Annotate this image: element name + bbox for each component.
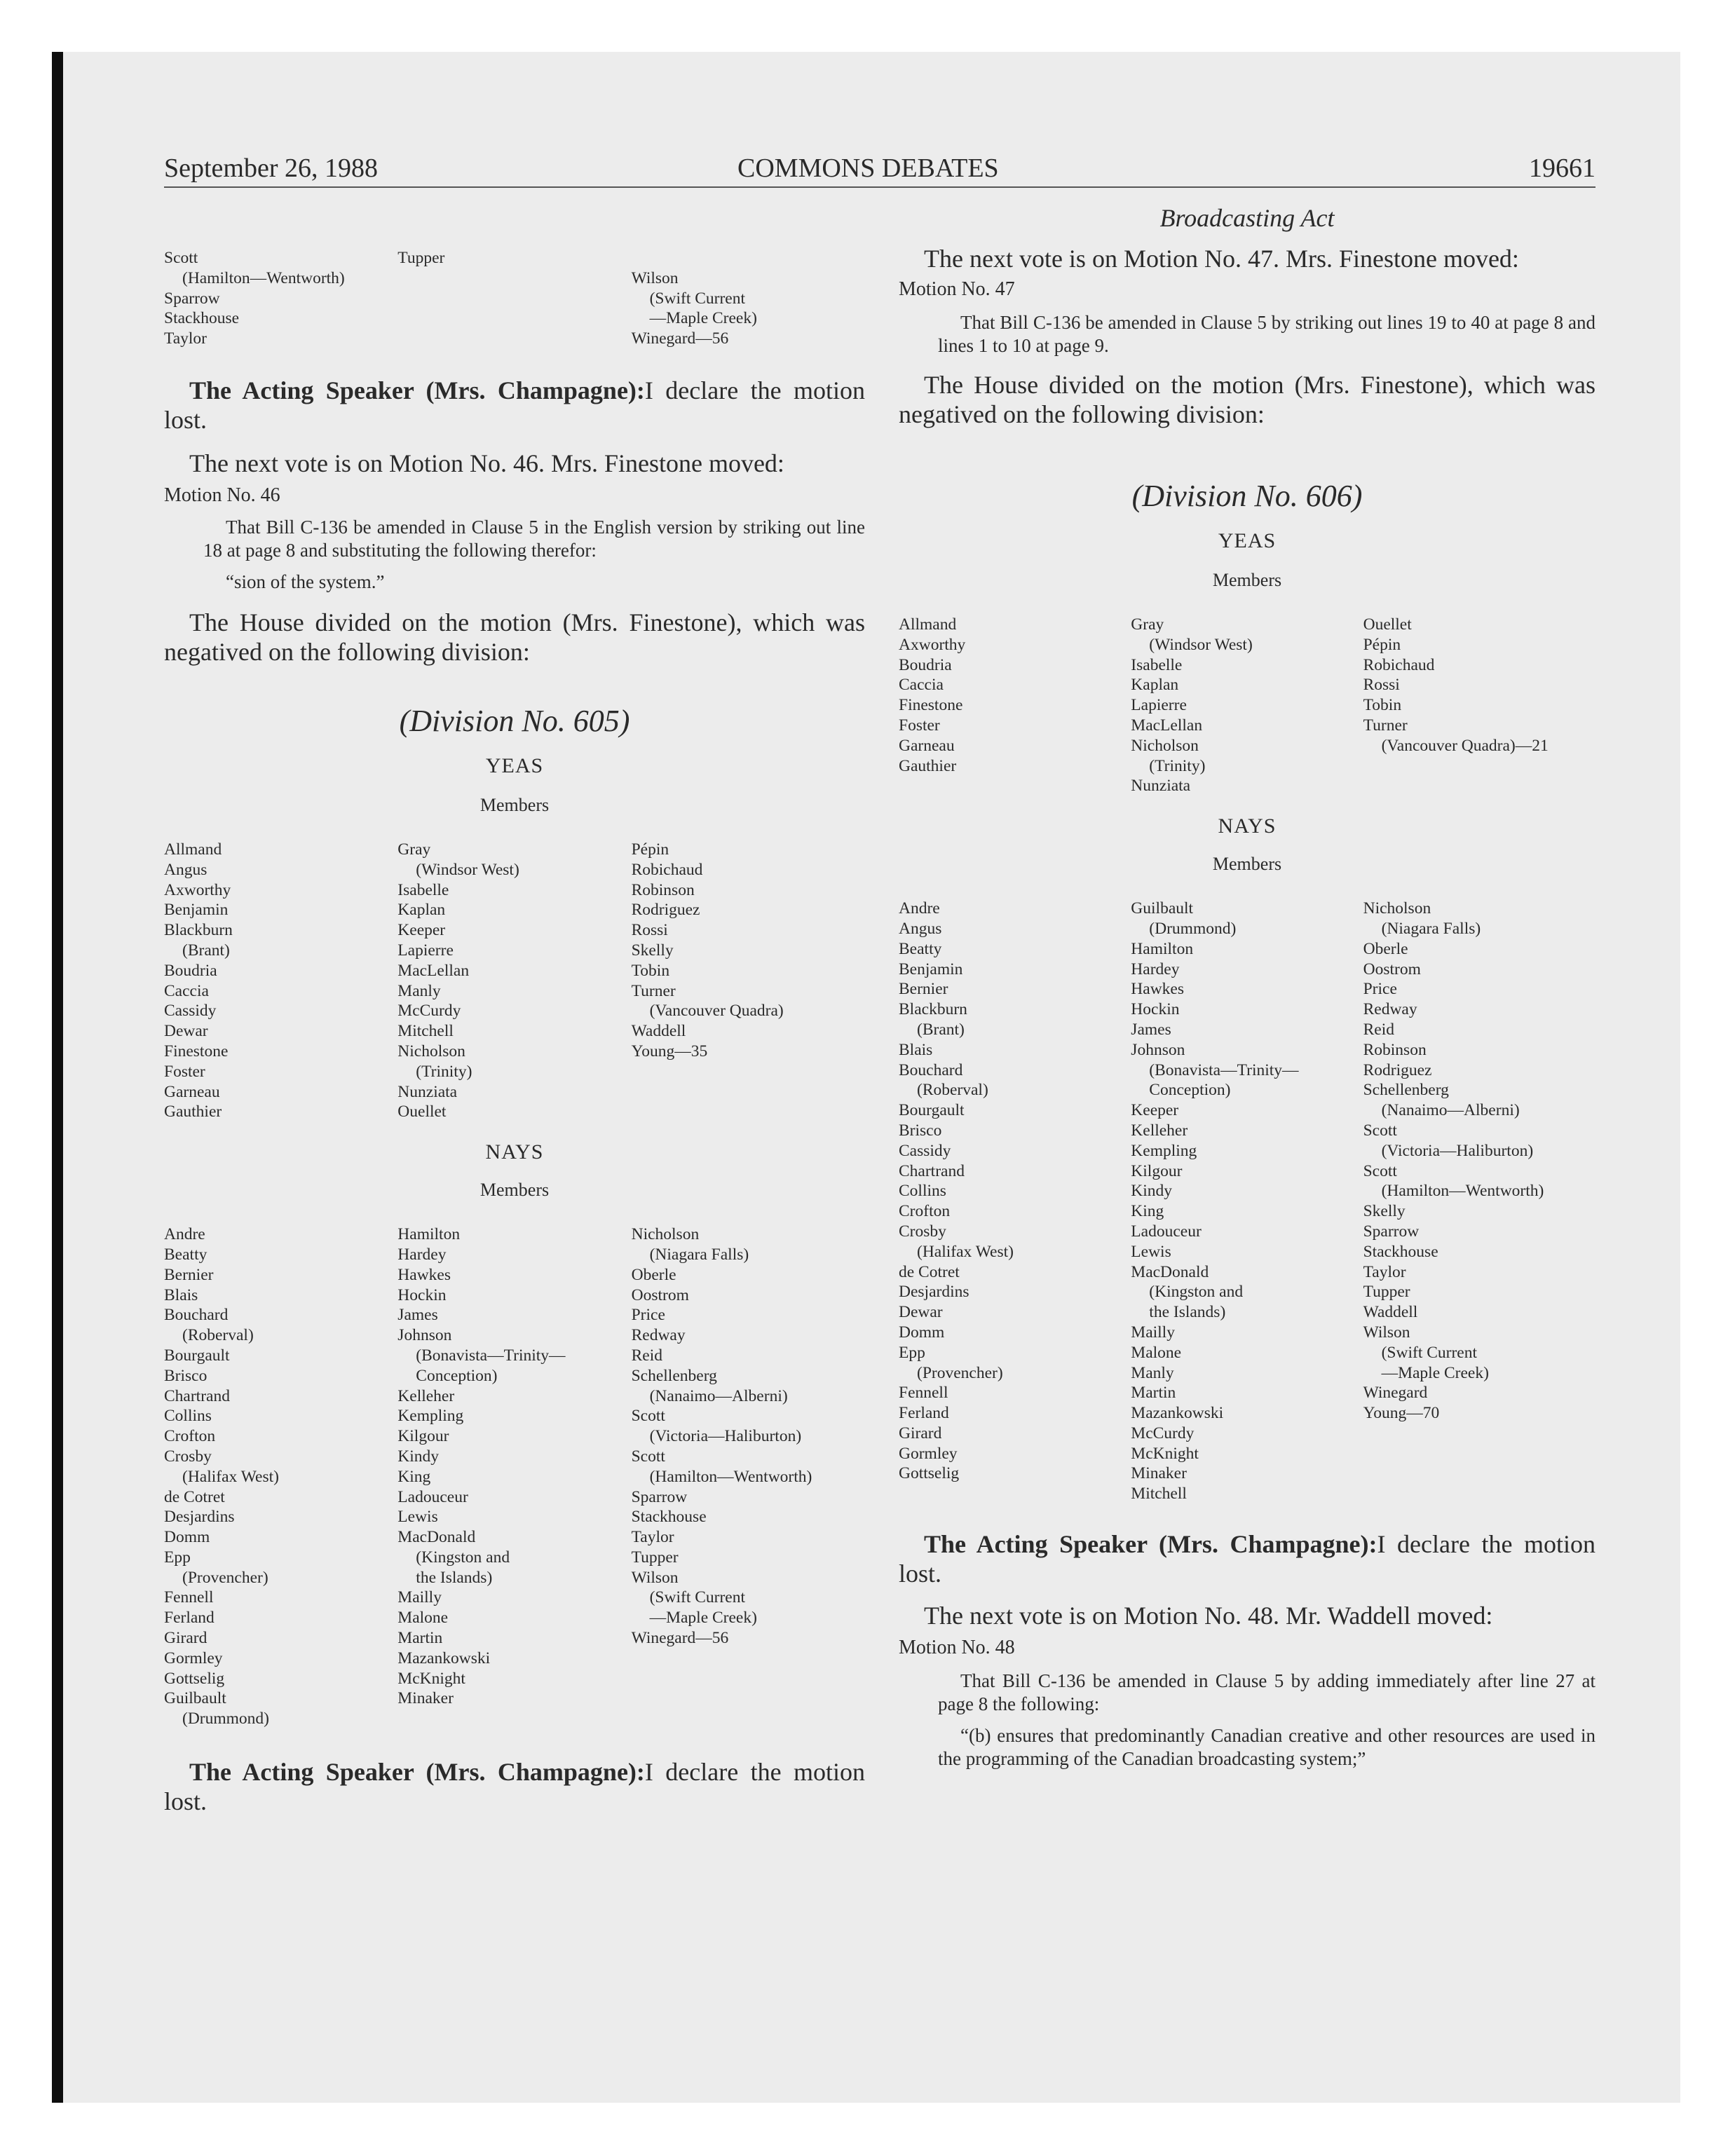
member-name: Andre bbox=[164, 1225, 205, 1244]
member-name: Dewar bbox=[164, 1022, 208, 1041]
member-name: Ferland bbox=[164, 1609, 215, 1628]
speaker-ruling bbox=[899, 1529, 1595, 1588]
member-name: Malone bbox=[397, 1609, 449, 1628]
member-name: Chartrand bbox=[899, 1161, 965, 1180]
member-name: Kelleher bbox=[397, 1386, 455, 1405]
member-name: Mailly bbox=[397, 1588, 442, 1607]
member-name: —Maple Creek) bbox=[649, 309, 757, 328]
section-title: Broadcasting Act bbox=[1159, 204, 1335, 232]
name-column bbox=[899, 615, 1131, 796]
scan-edge-bar bbox=[52, 52, 63, 2103]
member-name: Lapierre bbox=[1131, 696, 1187, 715]
member-name: Sparrow bbox=[631, 1487, 688, 1506]
member-name: (Niagara Falls) bbox=[649, 1245, 749, 1264]
member-name: Hockin bbox=[1131, 1000, 1180, 1019]
member-name: Redway bbox=[1363, 1000, 1417, 1019]
name-column bbox=[164, 1224, 397, 1729]
next-vote-text: The next vote is on Motion No. 47. Mrs. Finestone moved: bbox=[924, 245, 1519, 273]
member-name: Scott bbox=[631, 1407, 665, 1426]
member-name: Pépin bbox=[1363, 635, 1401, 654]
member-name: Johnson bbox=[1131, 1040, 1185, 1059]
member-name: the Islands) bbox=[416, 1568, 493, 1587]
member-name: Kilgour bbox=[397, 1427, 449, 1446]
member-name: Crofton bbox=[164, 1427, 216, 1446]
speaker-name: The Acting Speaker (Mrs. Champagne): bbox=[189, 376, 645, 404]
division-title: (Division No. 605) bbox=[399, 703, 630, 738]
nays-list bbox=[164, 1224, 865, 1729]
motion-quote: “(b) ensures that predominantly Canadian creative and other resources are used in the programming of the Canadian broadcasting system;” bbox=[938, 1725, 1595, 1770]
member-name: (Trinity) bbox=[416, 1062, 472, 1081]
member-name: Robichaud bbox=[631, 860, 703, 879]
member-name: (Swift Current bbox=[649, 289, 746, 308]
name-column bbox=[632, 1224, 865, 1729]
next-vote-text: The next vote is on Motion No. 48. Mr. Waddell moved: bbox=[924, 1602, 1493, 1630]
member-name: Epp bbox=[164, 1548, 191, 1567]
member-name: Lewis bbox=[1131, 1242, 1171, 1261]
member-name: Rodriguez bbox=[1363, 1060, 1432, 1079]
member-name: Waddell bbox=[1363, 1303, 1418, 1322]
member-name: Benjamin bbox=[899, 960, 963, 978]
member-name: Bouchard bbox=[899, 1060, 963, 1079]
member-name: Schellenberg bbox=[1363, 1081, 1449, 1100]
speaker-name: The Acting Speaker (Mrs. Champagne): bbox=[924, 1530, 1377, 1559]
members-label: Members bbox=[1212, 854, 1282, 875]
member-name: Caccia bbox=[164, 981, 209, 1000]
member-name: (Kingston and bbox=[1149, 1283, 1244, 1302]
member-name: Fennell bbox=[164, 1588, 214, 1607]
member-name: Wilson bbox=[631, 1568, 679, 1587]
member-name: (Drummond) bbox=[182, 1710, 270, 1728]
member-name: Kaplan bbox=[1131, 676, 1179, 695]
member-name: Oberle bbox=[631, 1265, 676, 1284]
member-name: Ouellet bbox=[397, 1103, 447, 1121]
nays-list bbox=[899, 899, 1595, 1504]
member-name: Taylor bbox=[631, 1528, 674, 1547]
member-name: Gray bbox=[1131, 615, 1164, 634]
yeas-list bbox=[899, 615, 1595, 796]
member-name: (Provencher) bbox=[182, 1568, 268, 1587]
member-name: Foster bbox=[164, 1062, 205, 1081]
member-name: Foster bbox=[899, 716, 940, 735]
name-column bbox=[1363, 899, 1595, 1504]
member-name: (Brant) bbox=[917, 1020, 965, 1039]
member-name: Nicholson bbox=[631, 1225, 700, 1244]
member-name: Domm bbox=[164, 1528, 210, 1547]
member-name: Guilbault bbox=[1131, 899, 1194, 918]
member-name: (Bonavista—Trinity— bbox=[1149, 1060, 1299, 1079]
member-name: McKnight bbox=[1131, 1444, 1199, 1463]
member-name: (Windsor West) bbox=[1149, 635, 1253, 654]
member-name: Manly bbox=[397, 981, 441, 1000]
member-name: Andre bbox=[899, 899, 940, 918]
member-name: Kempling bbox=[397, 1407, 464, 1426]
member-name: MacDonald bbox=[397, 1528, 476, 1547]
name-column bbox=[1131, 899, 1363, 1504]
member-name: Skelly bbox=[1363, 1202, 1406, 1221]
member-name: Crofton bbox=[899, 1202, 951, 1221]
member-name: Rossi bbox=[1363, 676, 1400, 695]
member-name: Winegard—56 bbox=[631, 1629, 729, 1648]
member-name: Scott bbox=[164, 249, 198, 267]
member-name: Nicholson bbox=[1131, 736, 1199, 755]
member-name: Blais bbox=[164, 1285, 198, 1304]
member-name: Nunziata bbox=[1131, 777, 1191, 796]
member-name: Scott bbox=[1363, 1121, 1397, 1140]
member-name: (Hamilton—Wentworth) bbox=[1381, 1182, 1544, 1201]
member-name: Tupper bbox=[397, 249, 445, 267]
member-name: James bbox=[397, 1306, 438, 1325]
name-column bbox=[164, 248, 397, 349]
motion-text: That Bill C-136 be amended in Clause 5 by striking out lines 19 to 40 at page 8 and lines 1 to 10 at page 9. bbox=[938, 312, 1595, 356]
member-name: Kaplan bbox=[397, 901, 446, 920]
member-name: Mitchell bbox=[397, 1022, 454, 1041]
member-name: Tupper bbox=[631, 1548, 679, 1567]
member-name: Dewar bbox=[899, 1303, 943, 1322]
header-date: September 26, 1988 bbox=[164, 153, 379, 183]
division-title: (Division No. 606) bbox=[1131, 479, 1363, 513]
member-name: Crosby bbox=[899, 1222, 946, 1241]
left-column bbox=[164, 198, 865, 1816]
member-name: Keeper bbox=[397, 921, 446, 940]
member-name: Stackhouse bbox=[164, 309, 240, 328]
member-name: Bourgault bbox=[164, 1346, 230, 1365]
nays-heading: NAYS bbox=[1218, 814, 1277, 838]
member-name: Garneau bbox=[164, 1082, 220, 1101]
member-name: de Cotret bbox=[899, 1262, 960, 1281]
member-name: Mazankowski bbox=[397, 1649, 491, 1667]
member-name: Ferland bbox=[899, 1404, 949, 1423]
member-name: Young—35 bbox=[631, 1042, 708, 1060]
right-column bbox=[899, 198, 1595, 1770]
member-name: Finestone bbox=[164, 1042, 229, 1060]
member-name: Nicholson bbox=[397, 1042, 465, 1060]
member-name: Nunziata bbox=[397, 1082, 458, 1101]
member-name: Isabelle bbox=[397, 880, 449, 899]
member-name: Kindy bbox=[397, 1447, 440, 1466]
member-name: Oostrom bbox=[1363, 960, 1421, 978]
member-name: (Halifax West) bbox=[917, 1242, 1014, 1261]
speaker-ruling bbox=[164, 376, 865, 435]
member-name: Tobin bbox=[631, 961, 670, 980]
member-name: Manly bbox=[1131, 1363, 1174, 1382]
member-name: Lewis bbox=[397, 1508, 438, 1527]
name-column bbox=[632, 840, 865, 1122]
yeas-heading: YEAS bbox=[1218, 529, 1277, 552]
member-name: Taylor bbox=[164, 329, 207, 348]
member-name: Gray bbox=[397, 840, 431, 859]
motion-quote: “sion of the system.” bbox=[226, 571, 385, 592]
division-intro: The House divided on the motion (Mrs. Finestone), which was negatived on the following division: bbox=[164, 608, 865, 666]
member-name: Gormley bbox=[899, 1444, 958, 1463]
member-name: Mitchell bbox=[1131, 1485, 1187, 1503]
member-name: MacLellan bbox=[1131, 716, 1203, 735]
member-name: Guilbault bbox=[164, 1689, 226, 1708]
member-name: Epp bbox=[899, 1343, 925, 1362]
member-name: (Vancouver Quadra)—21 bbox=[1381, 736, 1549, 755]
member-name: (Roberval) bbox=[182, 1326, 254, 1345]
member-name: Hardey bbox=[1131, 960, 1180, 978]
member-name: Allmand bbox=[899, 615, 957, 634]
motion-text: That Bill C-136 be amended in Clause 5 in the English version by striking out line 18 at page 8 and substituting the following therefor: bbox=[203, 516, 865, 561]
member-name: Chartrand bbox=[164, 1386, 230, 1405]
member-name: McCurdy bbox=[397, 1002, 461, 1021]
member-name: Young—70 bbox=[1363, 1404, 1440, 1423]
member-name: Robinson bbox=[1363, 1040, 1427, 1059]
member-name: Garneau bbox=[899, 736, 955, 755]
member-name: Mazankowski bbox=[1131, 1404, 1224, 1423]
name-column bbox=[1363, 615, 1595, 796]
member-name: Beatty bbox=[164, 1245, 207, 1264]
member-name: Blackburn bbox=[899, 1000, 967, 1019]
member-name: Bourgault bbox=[899, 1101, 965, 1120]
member-name: Ladouceur bbox=[1131, 1222, 1202, 1241]
member-name: Oostrom bbox=[631, 1285, 689, 1304]
member-name: (Bonavista—Trinity— bbox=[416, 1346, 566, 1365]
member-name: Kindy bbox=[1131, 1182, 1173, 1201]
member-name: Hawkes bbox=[397, 1265, 451, 1284]
member-name: Pépin bbox=[631, 840, 669, 859]
member-name: Allmand bbox=[164, 840, 222, 859]
member-name: Hardey bbox=[397, 1245, 447, 1264]
member-name: Oberle bbox=[1363, 939, 1408, 958]
member-name: Reid bbox=[631, 1346, 662, 1365]
name-column bbox=[632, 248, 865, 349]
member-name: McKnight bbox=[397, 1669, 465, 1688]
member-name: —Maple Creek) bbox=[649, 1609, 757, 1628]
member-name: Isabelle bbox=[1131, 655, 1183, 674]
name-column bbox=[164, 840, 397, 1122]
member-name: Hawkes bbox=[1131, 980, 1184, 999]
name-column bbox=[397, 248, 631, 349]
member-name: (Nanaimo—Alberni) bbox=[1381, 1101, 1520, 1120]
member-name: (Victoria—Haliburton) bbox=[649, 1427, 802, 1446]
member-name: Nicholson bbox=[1363, 899, 1431, 918]
division-intro: The House divided on the motion (Mrs. Finestone), which was negatived on the following division: bbox=[899, 371, 1595, 428]
member-name: Stackhouse bbox=[631, 1508, 707, 1527]
name-column bbox=[397, 840, 631, 1122]
member-name: Collins bbox=[164, 1407, 212, 1426]
member-name: Martin bbox=[397, 1629, 443, 1648]
member-name: King bbox=[397, 1467, 431, 1486]
member-name bbox=[632, 248, 865, 268]
motion-label: Motion No. 48 bbox=[899, 1637, 1015, 1659]
member-name: Axworthy bbox=[164, 880, 231, 899]
member-name: Girard bbox=[899, 1424, 942, 1442]
member-name: Collins bbox=[899, 1182, 946, 1201]
member-name: Tobin bbox=[1363, 696, 1402, 715]
member-name: Price bbox=[631, 1306, 665, 1325]
member-name: (Windsor West) bbox=[416, 860, 519, 879]
member-name: Rodriguez bbox=[631, 901, 700, 920]
member-name: (Kingston and bbox=[416, 1548, 510, 1567]
member-name: Turner bbox=[1363, 716, 1408, 735]
member-name: Hamilton bbox=[397, 1225, 461, 1244]
member-name: Crosby bbox=[164, 1447, 212, 1466]
member-name: Benjamin bbox=[164, 901, 229, 920]
member-name: James bbox=[1131, 1020, 1171, 1039]
member-name: Gauthier bbox=[164, 1103, 222, 1121]
member-name: Malone bbox=[1131, 1343, 1182, 1362]
speaker-statement: I declare the motion lost. bbox=[899, 1530, 1595, 1588]
member-name: Gottselig bbox=[899, 1464, 960, 1483]
member-name: Bernier bbox=[164, 1265, 214, 1284]
member-name: Skelly bbox=[631, 941, 674, 960]
member-name: Girard bbox=[164, 1629, 207, 1648]
member-name: Blais bbox=[899, 1040, 933, 1059]
header-rule bbox=[164, 186, 1595, 188]
speaker-name: The Acting Speaker (Mrs. Champagne): bbox=[189, 1758, 645, 1787]
member-name: Gottselig bbox=[164, 1669, 225, 1688]
member-name: (Niagara Falls) bbox=[1381, 919, 1481, 938]
member-name: the Islands) bbox=[1149, 1303, 1226, 1322]
member-name: Ladouceur bbox=[397, 1487, 468, 1506]
speaker-statement: I declare the motion lost. bbox=[164, 376, 865, 434]
member-name: Reid bbox=[1363, 1020, 1394, 1039]
member-name: Sparrow bbox=[164, 289, 220, 308]
member-name: Boudria bbox=[899, 655, 952, 674]
member-name: (Drummond) bbox=[1149, 919, 1237, 938]
name-column bbox=[1131, 615, 1363, 796]
member-name: Tupper bbox=[1363, 1283, 1410, 1302]
member-name: Price bbox=[1363, 980, 1397, 999]
member-name: Fennell bbox=[899, 1384, 948, 1403]
nays-heading: NAYS bbox=[485, 1140, 544, 1164]
member-name: Desjardins bbox=[164, 1508, 235, 1527]
member-name: Bernier bbox=[899, 980, 948, 999]
member-name: Scott bbox=[631, 1447, 665, 1466]
member-name: MacDonald bbox=[1131, 1262, 1209, 1281]
member-name: Conception) bbox=[1149, 1081, 1231, 1100]
member-name: McCurdy bbox=[1131, 1424, 1195, 1442]
member-name: Bouchard bbox=[164, 1306, 229, 1325]
member-name: Kempling bbox=[1131, 1141, 1197, 1160]
member-name: Minaker bbox=[1131, 1464, 1187, 1483]
member-name: Kilgour bbox=[1131, 1161, 1183, 1180]
member-name: Domm bbox=[899, 1323, 945, 1342]
yeas-list bbox=[164, 840, 865, 1122]
member-name: Lapierre bbox=[397, 941, 454, 960]
member-name: (Brant) bbox=[182, 941, 230, 960]
member-name: Angus bbox=[899, 919, 942, 938]
name-column bbox=[397, 1224, 631, 1729]
member-name: (Trinity) bbox=[1149, 756, 1206, 775]
member-name: Robinson bbox=[631, 880, 695, 899]
member-name: (Halifax West) bbox=[182, 1467, 279, 1486]
member-name: Johnson bbox=[397, 1326, 452, 1345]
member-name: Rossi bbox=[631, 921, 668, 940]
members-label: Members bbox=[479, 1180, 550, 1201]
member-name: Hamilton bbox=[1131, 939, 1194, 958]
member-name: MacLellan bbox=[397, 961, 470, 980]
member-name: Wilson bbox=[1363, 1323, 1410, 1342]
motion-label: Motion No. 47 bbox=[899, 278, 1015, 300]
member-name: Hockin bbox=[397, 1285, 447, 1304]
member-name: Redway bbox=[631, 1326, 686, 1345]
member-name: Gormley bbox=[164, 1649, 223, 1667]
member-name: Winegard bbox=[1363, 1384, 1428, 1403]
speaker-ruling bbox=[164, 1757, 865, 1816]
member-name: Stackhouse bbox=[1363, 1242, 1438, 1261]
header-page-number: 19661 bbox=[1529, 153, 1595, 183]
name-column bbox=[899, 899, 1131, 1504]
member-name: Waddell bbox=[631, 1022, 686, 1041]
member-name: Brisco bbox=[899, 1121, 942, 1140]
member-name: Mailly bbox=[1131, 1323, 1175, 1342]
member-name: King bbox=[1131, 1202, 1164, 1221]
member-name: Keeper bbox=[1131, 1101, 1179, 1120]
member-name: Boudria bbox=[164, 961, 217, 980]
member-name: (Hamilton—Wentworth) bbox=[649, 1467, 812, 1486]
members-label: Members bbox=[479, 794, 550, 815]
member-name: Cassidy bbox=[899, 1141, 951, 1160]
member-name: Taylor bbox=[1363, 1262, 1406, 1281]
speaker-statement: I declare the motion lost. bbox=[164, 1758, 865, 1816]
member-name: Minaker bbox=[397, 1689, 454, 1708]
member-name: Robichaud bbox=[1363, 655, 1435, 674]
member-name: de Cotret bbox=[164, 1487, 225, 1506]
member-name: Angus bbox=[164, 860, 207, 879]
member-name: (Nanaimo—Alberni) bbox=[649, 1386, 788, 1405]
next-vote-text: The next vote is on Motion No. 46. Mrs. Finestone moved: bbox=[189, 449, 784, 477]
member-name: (Swift Current bbox=[1381, 1343, 1478, 1362]
member-name: Ouellet bbox=[1363, 615, 1412, 634]
member-name: Axworthy bbox=[899, 635, 966, 654]
member-name: Winegard—56 bbox=[631, 329, 729, 348]
yeas-heading: YEAS bbox=[485, 753, 544, 777]
member-name: Sparrow bbox=[1363, 1222, 1420, 1241]
member-name: Turner bbox=[631, 981, 676, 1000]
member-name: Schellenberg bbox=[631, 1366, 717, 1385]
carryover-name-list bbox=[164, 248, 865, 349]
member-name: Beatty bbox=[899, 939, 942, 958]
member-name: (Swift Current bbox=[649, 1588, 746, 1607]
member-name: Brisco bbox=[164, 1366, 207, 1385]
member-name: —Maple Creek) bbox=[1381, 1363, 1489, 1382]
member-name: (Victoria—Haliburton) bbox=[1381, 1141, 1534, 1160]
member-name: Gauthier bbox=[899, 756, 957, 775]
member-name: Wilson bbox=[631, 268, 679, 287]
member-name: (Roberval) bbox=[917, 1081, 988, 1100]
motion-text: That Bill C-136 be amended in Clause 5 by adding immediately after line 27 at page 8 the following: bbox=[938, 1670, 1595, 1715]
member-name: (Provencher) bbox=[917, 1363, 1003, 1382]
member-name: Martin bbox=[1131, 1384, 1176, 1403]
member-name: Caccia bbox=[899, 676, 944, 695]
member-name: Kelleher bbox=[1131, 1121, 1188, 1140]
member-name: Conception) bbox=[416, 1366, 498, 1385]
member-name: Blackburn bbox=[164, 921, 233, 940]
member-name: Finestone bbox=[899, 696, 963, 715]
member-name: Desjardins bbox=[899, 1283, 969, 1302]
member-name: (Vancouver Quadra) bbox=[649, 1002, 784, 1021]
motion-label: Motion No. 46 bbox=[164, 484, 280, 506]
member-name: Cassidy bbox=[164, 1002, 217, 1021]
member-name: (Hamilton—Wentworth) bbox=[182, 268, 345, 287]
members-label: Members bbox=[1212, 570, 1282, 590]
member-name: Scott bbox=[1363, 1161, 1397, 1180]
header-title: COMMONS DEBATES bbox=[737, 153, 999, 183]
